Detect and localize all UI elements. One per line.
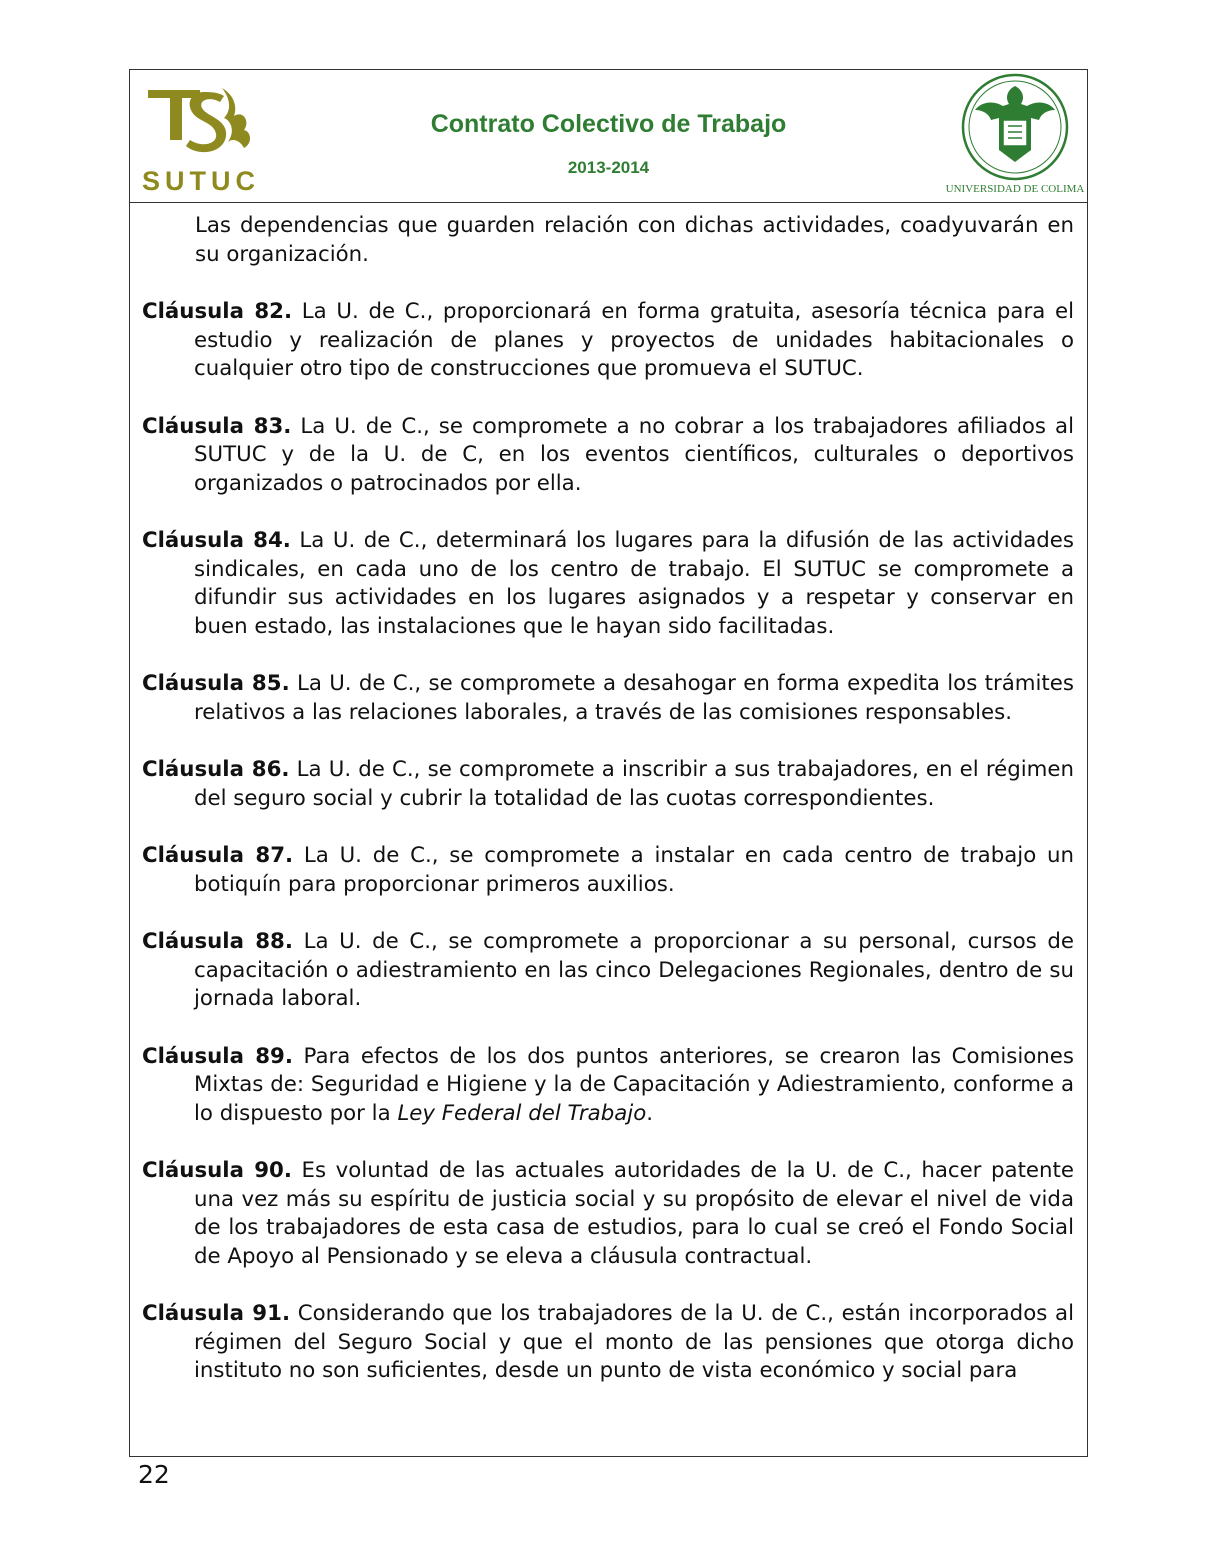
clause-text: La U. de C., proporcionará en forma gratuita, asesoría técnica para el estudio y realización de planes y proyectos de unidades habitacionales o cualquier otro tipo de construcciones que promueva el SUTUC. (194, 299, 1074, 381)
document-title: Contrato Colectivo de Trabajo (430, 110, 787, 138)
law-title: Ley Federal del Trabajo (397, 1100, 647, 1126)
svg-text:SUTUC: SUTUC (142, 166, 260, 196)
clause-88 (142, 928, 1074, 1014)
clause-label: Cláusula 86. (142, 757, 290, 782)
clause-84 (142, 527, 1074, 641)
clause-label: Cláusula 82. (142, 299, 293, 324)
clause-label: Cláusula 91. (142, 1301, 291, 1326)
clause-label: Cláusula 90. (142, 1158, 292, 1183)
clause-89 (142, 1043, 1074, 1129)
page-number: 22 (138, 1460, 170, 1489)
clause-82 (142, 298, 1074, 384)
clause-text: La U. de C., se compromete a instalar en cada centro de trabajo un botiquín para proporcionar primeros auxilios. (194, 843, 1074, 897)
clause-label: Cláusula 88. (142, 929, 293, 954)
intro-paragraph: Las dependencias que guarden relación con dichas actividades, coadyuvarán en su organización. (195, 213, 1074, 267)
clause-86 (142, 756, 1074, 813)
clause-text: Considerando que los trabajadores de la U. de C., están incorporados al régimen del Seguro Social y que el monto de las pensiones que otorga dicho instituto no son suficientes, desde un punto de vista económico y social para (194, 1301, 1074, 1383)
document-body (142, 212, 1074, 1415)
clause-label: Cláusula 87. (142, 843, 294, 868)
clause-label: Cláusula 83. (142, 413, 292, 439)
clause-label: Cláusula 85. (142, 671, 290, 696)
clause-label: Cláusula 84. (142, 528, 291, 553)
clause-91 (142, 1300, 1074, 1386)
clause-tail: . (646, 1100, 654, 1126)
clause-85 (142, 670, 1074, 727)
clause-text: La U. de C., determinará los lugares para la difusión de las actividades sindicales, en cada uno de los centro de trabajo. El SUTUC se compromete a difundir sus actividades en los lugares asignados y a respetar y conservar en buen estado, las instalaciones que le hayan sido facilitadas. (194, 528, 1074, 639)
clause-83 (142, 413, 1074, 499)
svg-text:UNIVERSIDAD DE COLIMA: UNIVERSIDAD DE COLIMA (945, 183, 1085, 195)
document-years: 2013-2014 (567, 158, 650, 177)
clause-text: La U. de C., se compromete a desahogar en forma expedita los trámites relativos a las relaciones laborales, a través de las comisiones responsables. (194, 671, 1074, 725)
clause-label: Cláusula 89. (142, 1043, 293, 1069)
clause-90 (142, 1157, 1074, 1271)
universidad-de-colima-seal (945, 74, 1085, 200)
clause-text: La U. de C., se compromete a inscribir a sus trabajadores, en el régimen del seguro social y cubrir la totalidad de las cuotas correspondientes. (194, 757, 1075, 811)
clause-text: La U. de C., se compromete a no cobrar a los trabajadores afiliados al SUTUC y de la U. de C, en los eventos científicos, culturales o deportivos organizados o patrocinados por ella. (194, 413, 1074, 496)
clause-87 (142, 842, 1074, 899)
clause-text: La U. de C., se compromete a proporcionar a su personal, cursos de capacitación o adiestramiento en las cinco Delegaciones Regionales, dentro de su jornada laboral. (194, 929, 1074, 1011)
page-header (130, 70, 1087, 203)
clause-text: Para efectos de los dos puntos anteriores, se crearon las Comisiones Mixtas de: Seguridad e Higiene y la de Capacitación y Adiestramiento, conforme a lo dispuesto por la (194, 1043, 1074, 1126)
clause-text: Es voluntad de las actuales autoridades de la U. de C., hacer patente una vez más su espíritu de justicia social y su propósito de elevar el nivel de vida de los trabajadores de esta casa de estudios, para lo cual se creó el Fondo Social de Apoyo al Pensionado y se eleva a cláusula contractual. (194, 1158, 1074, 1269)
